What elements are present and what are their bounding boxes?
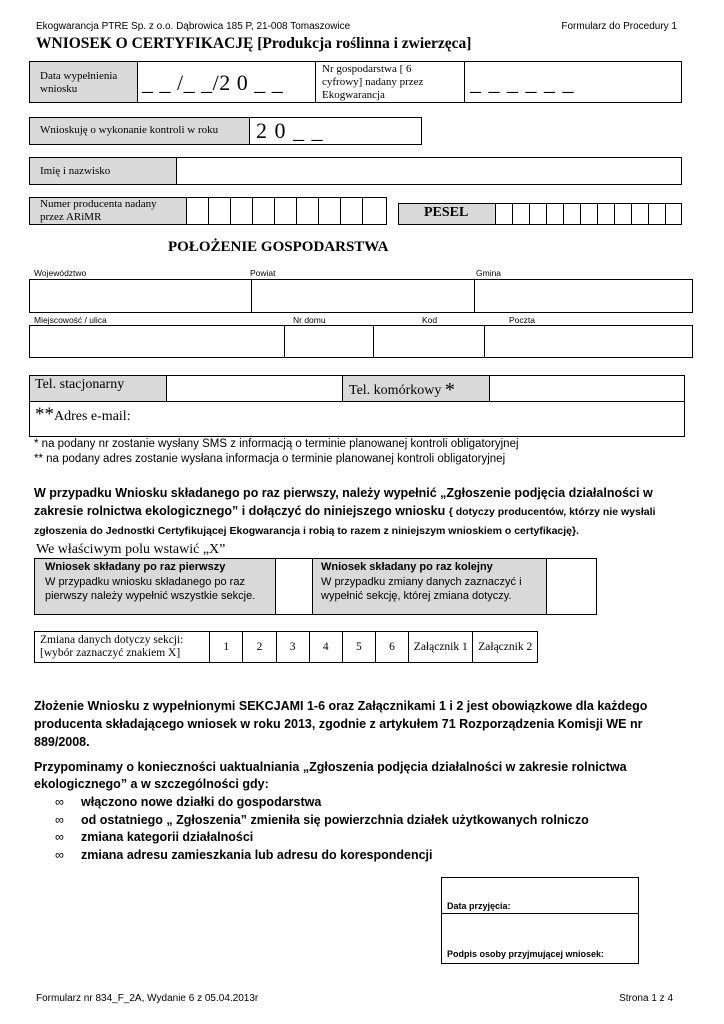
reminder-intro: Przypominamy o konieczności uaktualniania „Zgłoszenia podjęcia działalności w zakresie rolnictwa ekologicznego” a w szczególności gdy: — [34, 760, 627, 791]
sms-note: * na podany nr zostanie wysłany SMS z informacją o terminie planowanej kontroli obligatoryjnej — [34, 438, 519, 450]
list-item — [55, 829, 589, 847]
year-label: Wnioskuję o wykonanie kontroli w roku — [40, 124, 219, 136]
email-field[interactable] — [29, 401, 685, 437]
next-time-checkbox[interactable] — [547, 559, 596, 614]
arimr-field[interactable] — [29, 197, 387, 225]
pesel-label-cell — [399, 204, 495, 224]
postal-code-field[interactable] — [374, 326, 485, 357]
name-row — [29, 157, 682, 185]
section-1-checkbox[interactable] — [210, 632, 243, 663]
arimr-digit-cells — [186, 198, 384, 224]
postal-code-label: Kod — [422, 315, 438, 325]
farm-no-label: Nr gospodarstwa [ 6 cyfrowy] nadany przez Ekogwarancja — [322, 63, 424, 101]
section-6-checkbox[interactable] — [375, 632, 408, 663]
bullet-icon: ∞ — [55, 847, 64, 862]
attachment-1-checkbox[interactable] — [409, 632, 473, 663]
section-1-number: 1 — [223, 641, 230, 653]
section-3-checkbox[interactable] — [276, 632, 309, 663]
choice-table — [34, 558, 597, 615]
mobile-label-text: Tel. komórkowy — [349, 383, 442, 398]
name-label-cell — [30, 158, 177, 184]
first-time-small-text: { dotyczy producentów, którzy nie wysłali zgłoszenia do Jednostki Certyfikującej Ekogwarancja i robią to razem z niniejszym wnioskiem o certyfikację}. — [34, 506, 656, 537]
commune-field[interactable] — [475, 280, 692, 312]
voivodeship-field[interactable] — [30, 280, 252, 312]
pesel-digit-cells — [495, 204, 682, 224]
email-label — [35, 404, 131, 426]
email-note: ** na podany adres zostanie wysłana informacja o terminie planowanej kontroli obligatoryjnej — [34, 453, 506, 465]
reminder-list — [55, 794, 589, 864]
next-time-desc: W przypadku zmiany danych zaznaczyć i wypełnić sekcję, której zmiana dotyczy. — [321, 576, 522, 602]
year-label-cell — [30, 118, 250, 144]
first-time-title: Wniosek składany po raz pierwszy — [45, 561, 226, 573]
company-info: Ekogwarancja PTRE Sp. z o.o. Dąbrowica 185 P, 21-008 Tomaszowice — [36, 21, 351, 32]
mandatory-paragraph: Złożenie Wniosku z wypełnionymi SEKCJAMI 1-6 oraz Załącznikami 1 i 2 jest obowiązkowe dla każdego producenta składającego wniosek w roku 2013, zgodnie z artykułem 71 Rozporządzenia Komisji WE nr 889/2008. — [34, 699, 648, 749]
list-item — [55, 794, 589, 812]
landline-label-cell — [30, 376, 167, 401]
farm-no-field[interactable]: _ _ _ _ _ _ — [470, 70, 575, 95]
bullet-icon: ∞ — [55, 812, 64, 827]
attachment-1-label: Załącznik 1 — [413, 640, 468, 653]
attachment-2-label: Załącznik 2 — [478, 640, 533, 653]
name-label: Imię i nazwisko — [40, 165, 111, 177]
location-row-1 — [29, 279, 693, 313]
receipt-box — [441, 877, 639, 964]
footer-page-number: Strona 1 z 4 — [619, 993, 673, 1004]
section-4-checkbox[interactable] — [309, 632, 342, 663]
town-street-label: Miejscowość / ulica — [34, 315, 107, 325]
arimr-label-cell — [30, 198, 186, 224]
landline-label: Tel. stacjonarny — [35, 377, 125, 392]
name-field[interactable] — [177, 158, 681, 184]
mobile-field[interactable] — [489, 376, 684, 401]
first-time-cell — [35, 559, 276, 614]
receipt-signature-field[interactable] — [442, 914, 638, 963]
arimr-label: Numer producenta nadany przez ARiMR — [40, 198, 157, 223]
mobile-star: * — [444, 379, 455, 401]
section-change-label: Zmiana danych dotyczy sekcji: [wybór zaznaczyć znakiem X] — [40, 634, 184, 659]
section-5-number: 5 — [355, 641, 362, 653]
list-item — [55, 812, 589, 830]
section-6-number: 6 — [389, 641, 395, 653]
section-change-table — [34, 631, 538, 663]
voivodeship-label: Województwo — [34, 268, 87, 278]
location-row-2 — [29, 325, 693, 358]
house-no-field[interactable] — [285, 326, 374, 357]
reminder-item-text: zmiana kategorii działalności — [81, 830, 254, 844]
location-heading: POŁOŻENIE GOSPODARSTWA — [168, 239, 389, 255]
section-4-number: 4 — [322, 641, 329, 653]
mobile-label-cell — [342, 376, 490, 401]
list-item — [55, 847, 589, 865]
section-5-checkbox[interactable] — [342, 632, 375, 663]
next-time-title: Wniosek składany po raz kolejny — [321, 561, 493, 573]
next-time-cell — [313, 559, 547, 614]
bullet-icon: ∞ — [55, 830, 64, 844]
section-3-number: 3 — [289, 641, 296, 653]
landline-field[interactable] — [167, 376, 342, 401]
county-label: Powiat — [250, 268, 276, 278]
town-street-field[interactable] — [30, 326, 285, 357]
attachment-2-checkbox[interactable] — [473, 632, 538, 663]
form-title: WNIOSEK O CERTYFIKACJĘ [Produkcja roślinna i zwierzęca] — [36, 35, 472, 52]
footer-form-number: Formularz nr 834_F_2A, Wydanie 6 z 05.04.2013r — [36, 993, 259, 1004]
first-time-checkbox[interactable] — [276, 559, 313, 614]
county-field[interactable] — [252, 280, 475, 312]
receipt-signature-label: Podpis osoby przyjmującej wniosek: — [447, 949, 605, 959]
receipt-date-label: Data przyjęcia: — [447, 901, 511, 911]
commune-label: Gmina — [476, 268, 502, 278]
reminder-item-text: włączono nowe działki do gospodarstwa — [81, 795, 322, 809]
email-stars: ** — [35, 404, 54, 425]
first-time-desc: W przypadku wniosku składanego po raz pierwszy należy wypełnić wszystkie sekcje. — [45, 576, 256, 602]
date-label-cell — [30, 62, 138, 102]
year-row — [29, 117, 422, 145]
first-time-paragraph — [34, 484, 690, 540]
bullet-icon: ∞ — [55, 795, 64, 809]
date-field[interactable]: _ _ /_ _/2 0 _ _ — [142, 70, 284, 95]
farm-no-label-cell — [315, 62, 465, 102]
pesel-label: PESEL — [424, 205, 469, 220]
email-label-text: Adres e-mail: — [54, 409, 131, 424]
post-office-field[interactable] — [485, 326, 692, 357]
form-reference: Formularz do Procedury 1 — [561, 21, 677, 32]
section-2-checkbox[interactable] — [243, 632, 276, 663]
date-row — [29, 61, 682, 103]
first-time-bold-text: W przypadku Wniosku składanego po raz pierwszy, należy wypełnić „Zgłoszenie podjęcia działalności w zakresie rolnictwa ekologicznego” i dołączyć do niniejszego wniosku — [34, 486, 653, 518]
year-field[interactable]: 2 0 _ _ — [256, 118, 324, 143]
mark-instruction: We właściwym polu wstawić „X” — [36, 542, 226, 557]
date-label: Data wypełnienia wniosku — [40, 70, 118, 95]
post-office-label: Poczta — [509, 315, 535, 325]
pesel-field[interactable] — [398, 203, 682, 225]
phone-row — [29, 375, 685, 402]
house-no-label: Nr domu — [293, 315, 326, 325]
section-change-label-cell — [35, 632, 210, 663]
reminder-item-text: od ostatniego „ Zgłoszenia” zmieniła się powierzchnia działek użytkowanych rolniczo — [81, 812, 589, 827]
reminder-item-text: zmiana adresu zamieszkania lub adresu do korespondencji — [81, 847, 433, 862]
receipt-date-field[interactable] — [442, 878, 638, 914]
mobile-label — [349, 379, 455, 402]
section-2-number: 2 — [256, 641, 263, 653]
